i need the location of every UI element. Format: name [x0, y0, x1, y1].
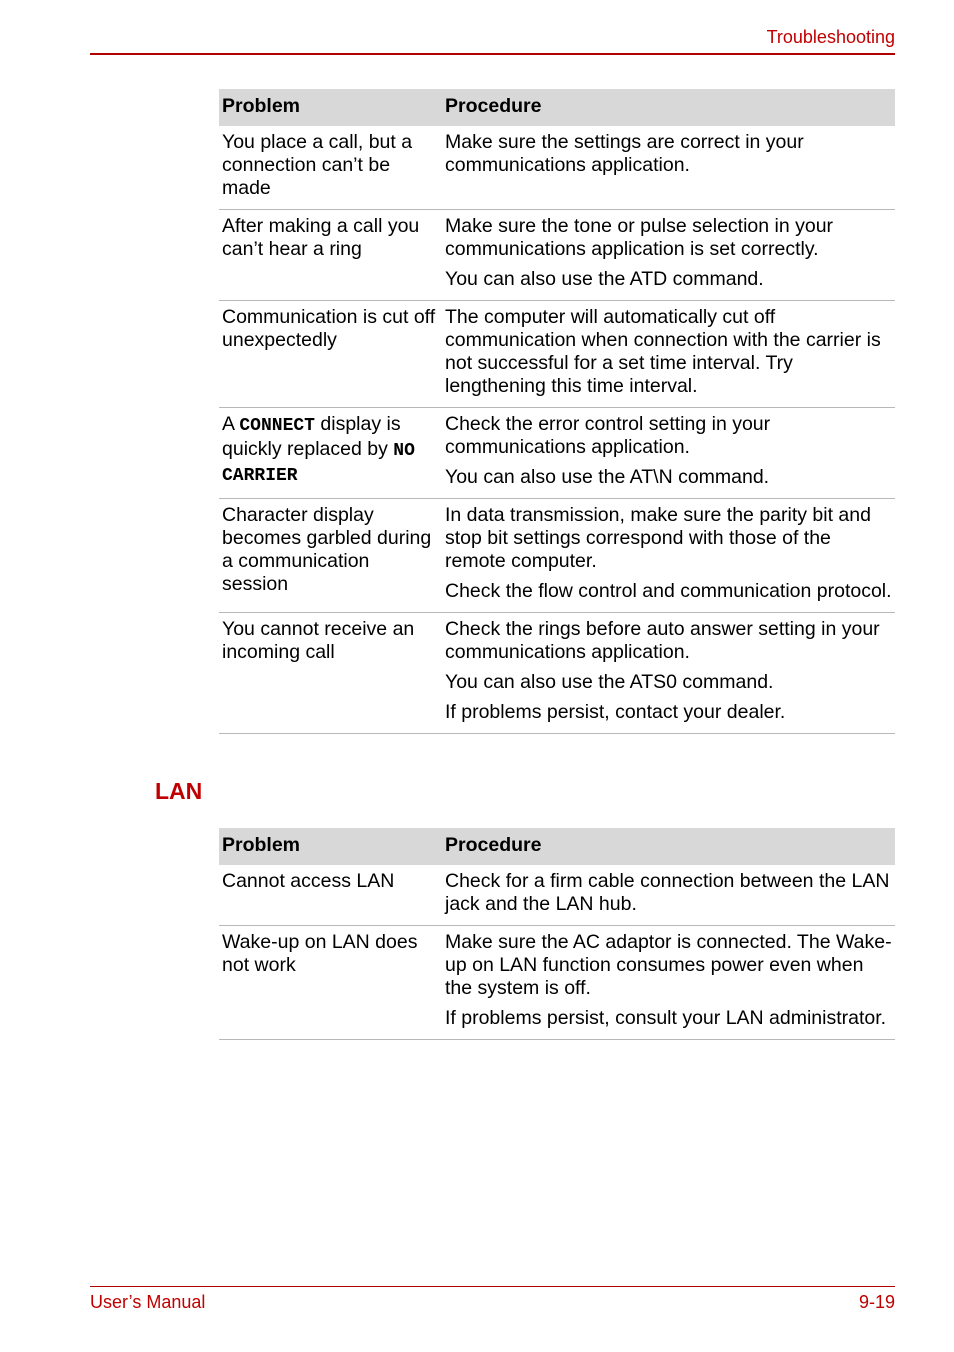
procedure-text: Check the rings before auto answer setting in your communications application.: [445, 618, 880, 663]
problem-cell: Cannot access LAN: [219, 865, 442, 926]
section-heading-lan: LAN: [155, 778, 203, 804]
procedure-text: You can also use the ATD command.: [445, 268, 764, 290]
table-header-row: [219, 828, 895, 865]
procedure-text: Make sure the tone or pulse selection in your communications application is set correctly.: [445, 215, 834, 260]
procedure-text: Check for a firm cable connection between the LAN jack and the LAN hub.: [445, 870, 890, 915]
procedure-cell: [442, 926, 895, 1040]
no-carrier-code: NO CARRIER: [222, 441, 415, 486]
problem-cell: Character display becomes garbled during a communication session: [219, 499, 442, 613]
table-row: [219, 301, 895, 408]
header-rule: [90, 53, 895, 55]
procedure-cell: [442, 499, 895, 613]
procedure-text: You can also use the AT\N command.: [445, 466, 770, 488]
procedure-text: The computer will automatically cut off communication when connection with the carrier is not successful for a set time interval. Try lengthening this time interval.: [445, 306, 881, 397]
lan-troubleshooting-table: [219, 828, 895, 1040]
procedure-text: Make sure the AC adaptor is connected. The Wake-up on LAN function consumes power even when the system is off.: [445, 931, 892, 999]
footer-manual-title: User’s Manual: [90, 1292, 206, 1312]
column-header-procedure: Procedure: [442, 828, 895, 865]
column-header-problem: Problem: [219, 828, 442, 865]
problem-text: A: [222, 413, 240, 435]
column-header-procedure: Procedure: [442, 89, 895, 126]
table-header-row: [219, 89, 895, 126]
procedure-cell: [442, 210, 895, 301]
problem-cell: [219, 408, 442, 499]
problem-cell: Wake-up on LAN does not work: [219, 926, 442, 1040]
footer-rule: [90, 1286, 895, 1287]
page-number: 9-19: [858, 1292, 895, 1312]
problem-cell: After making a call you can’t hear a ring: [219, 210, 442, 301]
modem-troubleshooting-table: [219, 89, 895, 734]
procedure-text: If problems persist, consult your LAN administrator.: [445, 1007, 887, 1029]
table-row: [219, 408, 895, 499]
problem-cell: Communication is cut off unexpectedly: [219, 301, 442, 408]
procedure-text: You can also use the ATS0 command.: [445, 671, 774, 693]
procedure-text: In data transmission, make sure the parity bit and stop bit settings correspond with those of the remote computer.: [445, 504, 871, 572]
procedure-cell: [442, 408, 895, 499]
procedure-text: Make sure the settings are correct in your communications application.: [445, 131, 804, 176]
table-row: [219, 499, 895, 613]
running-header: Troubleshooting: [766, 27, 895, 47]
procedure-cell: [442, 865, 895, 926]
connect-code: CONNECT: [239, 416, 315, 436]
table-row: [219, 865, 895, 926]
table-row: [219, 126, 895, 210]
table-row: [219, 926, 895, 1040]
table-row: [219, 613, 895, 734]
column-header-problem: Problem: [219, 89, 442, 126]
problem-text: display is quickly replaced by: [222, 413, 401, 460]
procedure-text: Check the flow control and communication protocol.: [445, 580, 892, 602]
problem-cell: You cannot receive an incoming call: [219, 613, 442, 734]
problem-cell: You place a call, but a connection can’t be made: [219, 126, 442, 210]
procedure-text: If problems persist, contact your dealer.: [445, 701, 786, 723]
procedure-cell: [442, 126, 895, 210]
procedure-cell: [442, 613, 895, 734]
procedure-cell: [442, 301, 895, 408]
table-row: [219, 210, 895, 301]
procedure-text: Check the error control setting in your communications application.: [445, 413, 771, 458]
